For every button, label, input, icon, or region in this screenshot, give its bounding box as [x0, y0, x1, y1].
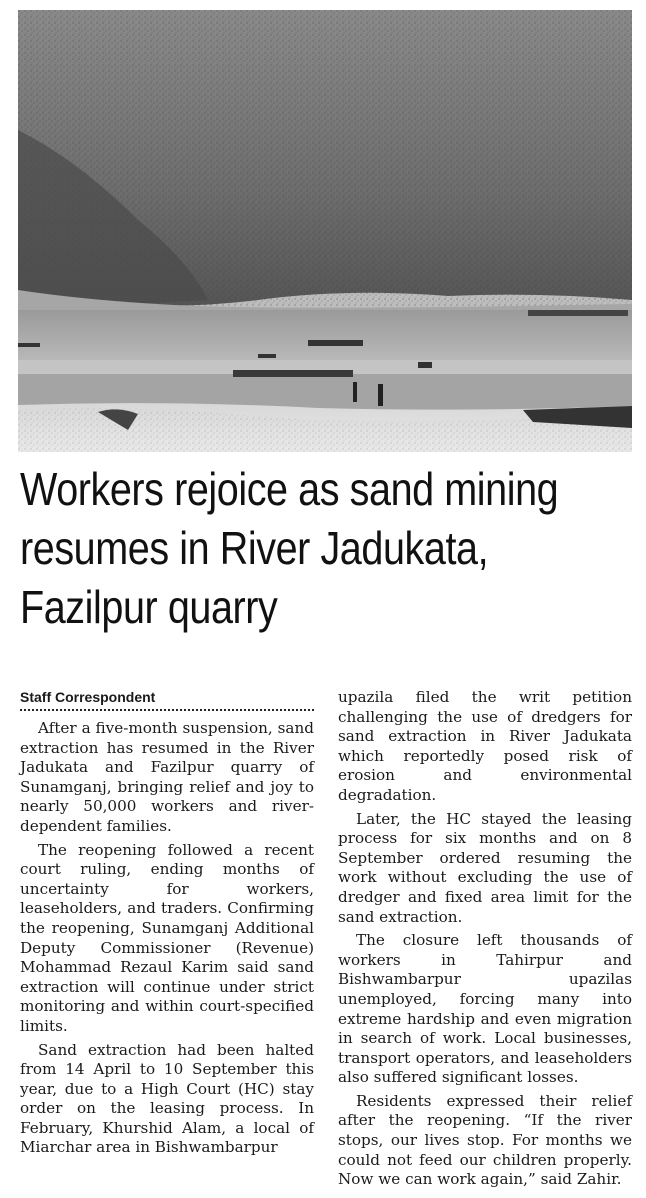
paragraph: The reopening followed a recent court ruling, ending months of uncertainty for workers, leaseholders, and traders. Confirming the reopening, Sunamganj Additional Deputy Commissioner (Revenue) Mohammad Rezaul Karim said sand extraction will continue under strict monitoring and within court-specified limits. — [20, 840, 314, 1035]
paragraph: upazila filed the writ petition challenging the use of dredgers for sand extraction in River Jadukata which reportedly posed risk of erosion and environmental degradation. — [338, 688, 632, 804]
paragraph: The closure left thousands of workers in Tahirpur and Bishwambarpur upazilas unemployed, forcing many into extreme hardship and even migration in search of work. Local businesses, transport operators, and leaseholders also suffered significant losses. — [338, 931, 632, 1087]
paragraph: After a five-month suspension, sand extraction has resumed in the River Jadukata and Fazilpur quarry of Sunamganj, bringing relief and joy to nearly 50,000 workers and river-dependent families. — [20, 719, 314, 835]
paragraph: Residents expressed their relief after the reopening. “If the river stops, our lives stop. For months we could not feed our children properly. Now we can work again,” said Zahir. — [338, 1091, 632, 1189]
article-column-1 — [20, 688, 314, 1162]
byline: Staff Correspondent — [20, 688, 314, 711]
article-photo — [18, 10, 632, 452]
paragraph: Sand extraction had been halted from 14 April to 10 September this year, due to a High Court (HC) stay order on the leasing process. In February, Khurshid Alam, a local of Miarchar area in Bishwambarpur — [20, 1040, 314, 1157]
river-landscape-image — [18, 10, 632, 452]
paragraph: Later, the HC stayed the leasing process for six months and on 8 September ordered resuming the work without excluding the use of dredger and fixed area limit for the sand extraction. — [338, 809, 632, 926]
article-column-2 — [338, 688, 632, 1194]
article-headline: Workers rejoice as sand mining resumes in River Jadukata, Fazilpur quarry — [20, 463, 559, 633]
